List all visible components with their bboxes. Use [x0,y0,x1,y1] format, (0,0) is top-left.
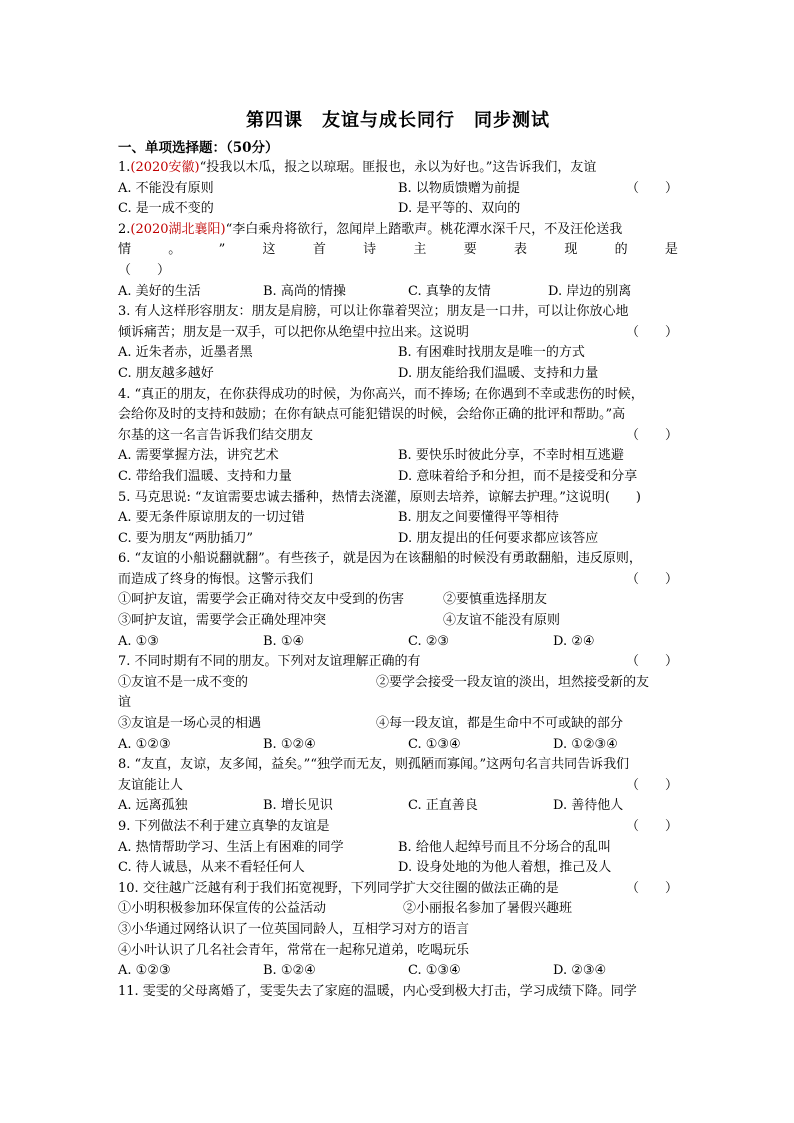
option-d: D. 朋友提出的任何要求都应该答应 [398,530,599,546]
statement-1: ①呵护友谊，需要学会正确对待交友中受到的伤害 [118,592,405,608]
option-b: B. ①②④ [263,736,316,752]
question-4-options-row-1 [118,446,678,467]
statement-4: ④小叶认识了几名社会青年，常常在一起称兄道弟，吃喝玩乐 [118,942,470,958]
question-10-stem: 10. 交往越广泛越有利于我们拓宽视野，下列同学扩大交往圈的做法正确的是 （ ） [118,879,678,900]
question-1-stem: 1.(2020安徽)“投我以木瓜，报之以琼琚。匪报也，永以为好也。”这告诉我们，友谊 [118,160,597,175]
question-1-options-row-1 [118,179,678,200]
question-8-options [118,796,678,817]
question-7-options [118,735,678,756]
option-a: A. ①③ [118,633,159,649]
answer-paren: （ ） [625,819,678,834]
option-c: C. 正直善良 [408,798,478,814]
option-a: A. 需要掌握方法，讲究艺术 [118,448,279,464]
answer-paren: （ ） [118,262,171,278]
statement-1: ①小明积极参加环保宣传的公益活动 [118,901,327,917]
answer-paren: （ ） [625,880,678,896]
option-b: B. 增长见识 [263,798,333,814]
question-2-source: (2020湖北襄阳) [130,221,226,237]
option-a: A. 近朱者赤，近墨者黑 [118,345,253,361]
option-a: A. ①②③ [118,963,171,979]
option-d: D. 是平等的、双向的 [398,201,521,217]
question-7-statements-row-1 [118,673,678,694]
option-d: D. ②④ [553,633,595,649]
page-title: 第四课 友谊与成长同行 同步测试 [246,110,550,131]
option-b: B. 朋友之间要懂得平等相待 [398,510,559,526]
option-b: B. 高尚的情操 [263,283,346,299]
option-c: C. 要为朋友“两肋插刀” [118,530,254,546]
option-c: C. 待人诚恳，从来不看轻任何人 [118,860,305,876]
option-d: D. 设身处地的为他人着想，推己及人 [398,860,612,876]
question-5-stem: 5. 马克思说: “友谊需要忠诚去播种，热情去浇灌，原则去培养，谅解去护理。”这说明( ) [118,489,641,505]
option-c: C. 带给我们温暖、支持和力量 [118,468,292,484]
question-7-stem: 7. 不同时期有不同的朋友。下列对友谊理解正确的有 （ ） [118,652,678,673]
option-b: B. ①②④ [263,963,316,979]
option-a: A. 远离孤独 [118,798,188,814]
answer-paren: （ ） [625,654,678,670]
worksheet-page [118,106,678,1002]
option-c: C. 真挚的友情 [408,283,491,299]
option-b: B. 有困难时找朋友是唯一的方式 [398,345,585,361]
statement-2-cont: 谊 [118,695,132,711]
option-a: A. 美好的生活 [118,283,201,299]
question-6-stem-2: 而造成了终身的悔恨。这警示我们 （ ） [118,570,678,591]
question-3-options-row-1 [118,343,678,364]
option-d: D. 岸边的别离 [548,283,632,299]
option-c: C. ②③ [408,633,450,649]
answer-paren: （ ） [625,777,678,793]
option-c: C. 朋友越多越好 [118,365,214,381]
statement-4: ④每一段友谊，都是生命中不可或缺的部分 [376,716,624,732]
question-3-stem: 3. 有人这样形容朋友：朋友是肩膀，可以让你靠着哭泣；朋友是一口井，可以让你放心地 [118,304,629,320]
statement-3: ③呵护友谊，需要学会正确处理冲突 [118,613,327,629]
question-9-options-row-2 [118,858,678,879]
section-heading: 一、单项选择题：（50分） [118,140,279,156]
question-9-options-row-1 [118,838,678,859]
answer-paren: （ ） [625,324,678,340]
option-a: A. 不能没有原则 [118,180,214,196]
option-b: B. 给他人起绰号而且不分场合的乱叫 [398,839,611,855]
option-c: C. ①③④ [408,963,461,979]
question-10-statements-row-1 [118,899,678,920]
statement-2: ②要学会接受一段友谊的淡出，坦然接受新的友 [376,674,650,690]
question-2-stem-justified: 情 。 ” 这 首 诗 主 要 表 现 的 是 [118,242,678,258]
answer-paren: （ ） [625,180,678,196]
option-b: B. 要快乐时彼此分享，不幸时相互逃避 [398,448,624,464]
statement-4: ④友谊不能没有原则 [443,613,561,629]
question-4-stem-2: 会给你及时的支持和鼓励；在你有缺点可能犯错误的时候，会给你正确的批评和帮助。”高 [118,407,626,423]
question-8-stem: 8. “友直，友谅，友多闻，益矣。”“独学而无友，则孤陋而寡闻。”这两句名言共同告诉我们 [118,757,630,773]
statement-1: ①友谊不是一成不变的 [118,674,249,690]
option-a: A. 要无条件原谅朋友的一切过错 [118,510,305,526]
question-3-options-row-2 [118,364,678,385]
option-a: A. 热情帮助学习、生活上有困难的同学 [118,839,344,855]
question-4-options-row-2 [118,467,678,488]
answer-paren: （ ） [625,571,678,587]
statement-2: ②要慎重选择朋友 [443,592,548,608]
question-2-stem: 2.(2020湖北襄阳)“李白乘舟将欲行，忽闻岸上踏歌声。桃花潭水深千尺，不及汪伦送我 [118,221,623,237]
answer-paren: （ ） [625,427,678,443]
option-d: D. 善待他人 [553,798,624,814]
question-7-statements-row-2 [118,714,678,735]
question-6-stem: 6. “友谊的小船说翻就翻”。有些孩子，就是因为在该翻船的时候没有勇敢翻船，违反原则， [118,551,642,567]
question-4-stem: 4. “真正的朋友，在你获得成功的时候，为你高兴，而不捧场; 在你遇到不幸或悲伤的时候， [118,386,644,402]
statement-2: ②小丽报名参加了暑假兴趣班 [403,901,573,917]
option-c: C. ①③④ [408,736,461,752]
question-11-stem: 11. 雯雯的父母离婚了，雯雯失去了家庭的温暖，内心受到极大打击，学习成绩下降。同学 [118,983,637,999]
question-1-source: (2020安徽) [130,160,200,175]
question-1-options-row-2 [118,199,678,220]
question-3-stem-2: 倾诉痛苦；朋友是一双手，可以把你从绝望中拉出来。这说明 （ ） [118,323,678,344]
question-2-options [118,282,678,303]
question-6-statements-row-2 [118,611,678,632]
option-d: D. ①②③④ [553,736,618,752]
question-6-options [118,632,678,653]
option-b: B. 以物质馈赠为前提 [398,180,520,196]
question-6-statements-row-1 [118,590,678,611]
question-9-stem: 9. 下列做法不利于建立真挚的友谊是 （ ） [118,817,678,838]
option-a: A. ①②③ [118,736,171,752]
statement-3: ③小华通过网络认识了一位英国同龄人，互相学习对方的语言 [118,921,470,937]
question-5-options-row-2 [118,529,678,550]
option-c: C. 是一成不变的 [118,201,214,217]
question-5-options-row-1 [118,508,678,529]
question-4-stem-3: 尔基的这一名言告诉我们结交朋友 （ ） [118,426,678,447]
statement-3: ③友谊是一场心灵的相遇 [118,716,262,732]
option-b: B. ①④ [263,633,305,649]
option-d: D. 朋友能给我们温暖、支持和力量 [398,365,599,381]
option-d: D. 意味着给予和分担，而不是接受和分享 [398,468,638,484]
question-10-options [118,961,678,982]
question-8-stem-2: 友谊能让人 （ ） [118,776,678,797]
option-d: D. ②③④ [553,963,607,979]
